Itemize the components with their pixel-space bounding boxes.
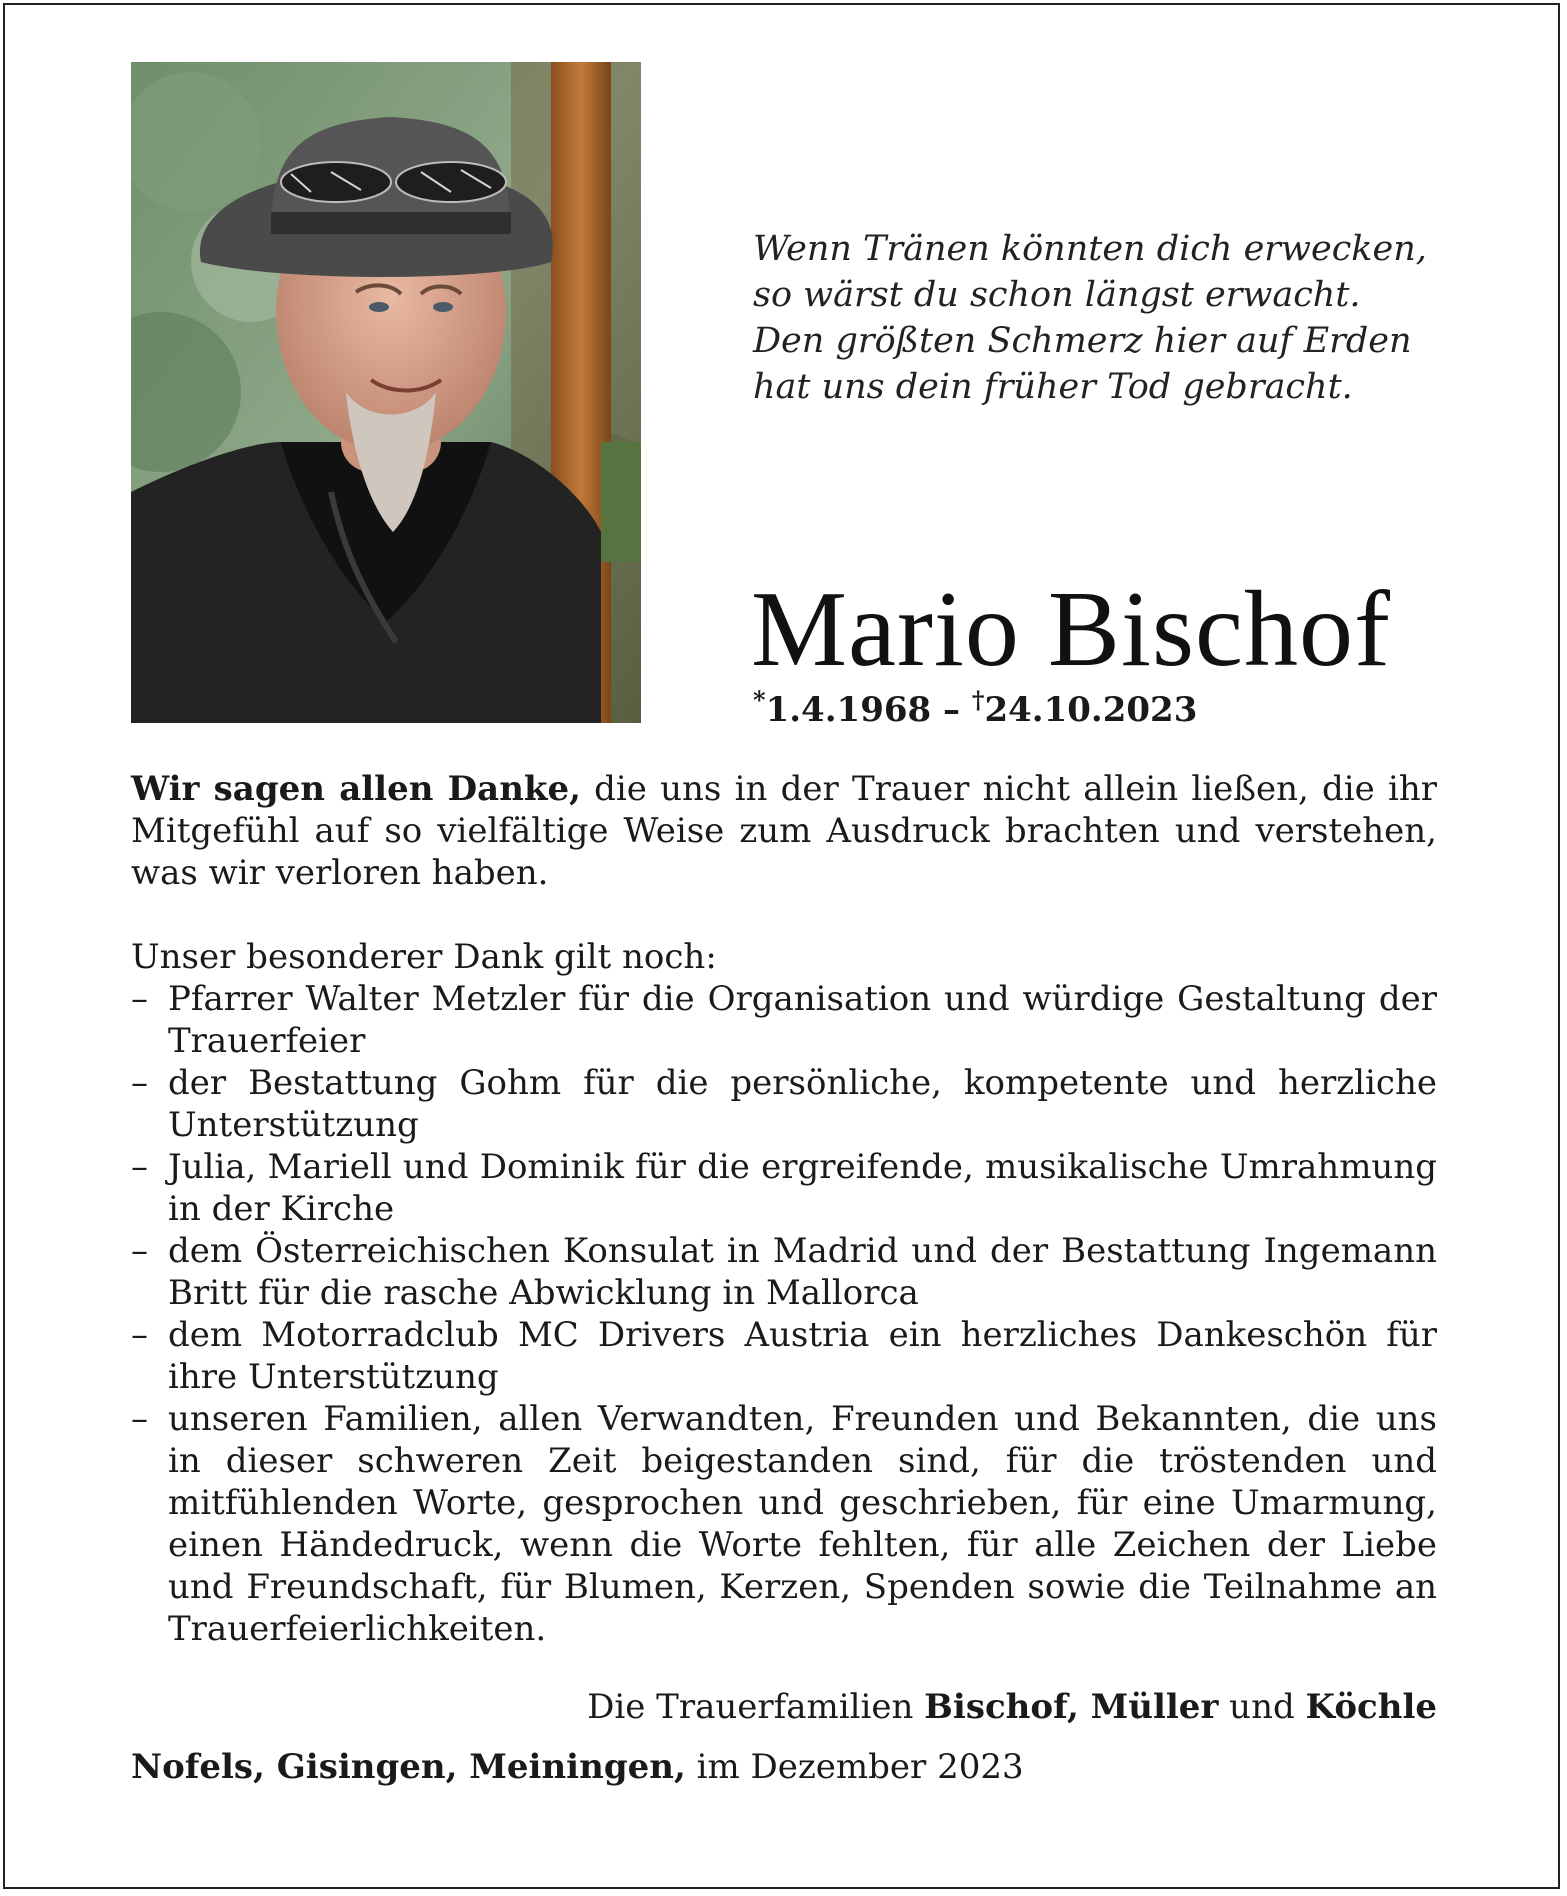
life-dates <box>753 685 1198 730</box>
list-item <box>131 1314 1437 1398</box>
death-date: 24.10.2023 <box>984 690 1198 730</box>
thanks-intro <box>131 768 1437 894</box>
list-item <box>131 978 1437 1062</box>
list-item-text: Pfarrer Walter Metzler für die Organisation und würdige Gestaltung der Trauerfeier <box>168 979 1437 1061</box>
signature-conj: und <box>1218 1687 1306 1727</box>
date-separator: – <box>931 690 972 730</box>
poem-line: Den größten Schmerz hier auf Erden <box>753 321 1412 361</box>
poem-line: so wärst du schon längst erwacht. <box>753 275 1361 315</box>
list-dash: – <box>131 1231 148 1271</box>
place-date-line <box>131 1746 1024 1788</box>
list-item <box>131 1146 1437 1230</box>
deceased-name: Mario Bischof <box>751 570 1391 689</box>
family-signature <box>587 1686 1437 1728</box>
list-item <box>131 1062 1437 1146</box>
list-item-text: dem Motorradclub MC Drivers Austria ein herzliches Dankeschön für ihre Unterstützung <box>168 1315 1437 1397</box>
death-symbol: † <box>971 685 985 715</box>
list-item-text: dem Österreichischen Konsulat in Madrid und der Bestattung Ingemann Britt für die rasche Abwicklung in Mallorca <box>168 1231 1437 1313</box>
portrait-photo <box>131 62 641 723</box>
places: Nofels, Gisingen, Meiningen, <box>131 1747 686 1787</box>
list-dash: – <box>131 1315 148 1355</box>
date-text: im Dezember 2023 <box>685 1747 1024 1787</box>
family-names-1: Bischof, Müller <box>924 1687 1219 1727</box>
list-item-text: unseren Familien, allen Verwandten, Freunden und Bekannten, die uns in dieser schweren Zeit beigestanden sind, für die tröstenden und mitfühlenden Worte, gesprochen und geschrieben, für eine Umarmung, einen Händedruck, wenn die Worte fehlten, für alle Zeichen der Liebe und Freundschaft, für Blumen, Kerzen, Spenden sowie die Teilnahme an Trauerfeierlichkeiten. <box>168 1399 1437 1649</box>
poem-line: hat uns dein früher Tod gebracht. <box>753 367 1353 407</box>
signature-prefix: Die Trauerfamilien <box>587 1687 925 1727</box>
thanks-lead-rest: die uns in der Trauer nicht allein ließen, die ihr Mitgefühl auf so vielfältige Weise zum Ausdruck brachten und verstehen, was wir verloren haben. <box>131 769 1437 893</box>
birth-symbol: * <box>753 685 766 715</box>
birth-date: 1.4.1968 <box>765 690 932 730</box>
list-dash: – <box>131 1063 148 1103</box>
list-item-text: Julia, Mariell und Dominik für die ergreifende, musikalische Umrahmung in der Kirche <box>168 1147 1437 1229</box>
list-item-text: der Bestattung Gohm für die persönliche, kompetente und herzliche Unterstützung <box>168 1063 1437 1145</box>
list-item <box>131 1398 1437 1650</box>
family-names-2: Köchle <box>1305 1687 1437 1727</box>
list-dash: – <box>131 1147 148 1187</box>
list-item <box>131 1230 1437 1314</box>
special-thanks-heading: Unser besonderer Dank gilt noch: <box>131 937 717 977</box>
poem-line: Wenn Tränen könnten dich erwecken, <box>753 229 1427 269</box>
list-dash: – <box>131 1399 148 1439</box>
memorial-poem <box>753 226 1493 410</box>
thanks-section <box>131 768 1437 1650</box>
list-dash: – <box>131 979 148 1019</box>
thanks-lead: Wir sagen allen Danke, <box>131 769 581 809</box>
thanks-list <box>131 978 1437 1650</box>
